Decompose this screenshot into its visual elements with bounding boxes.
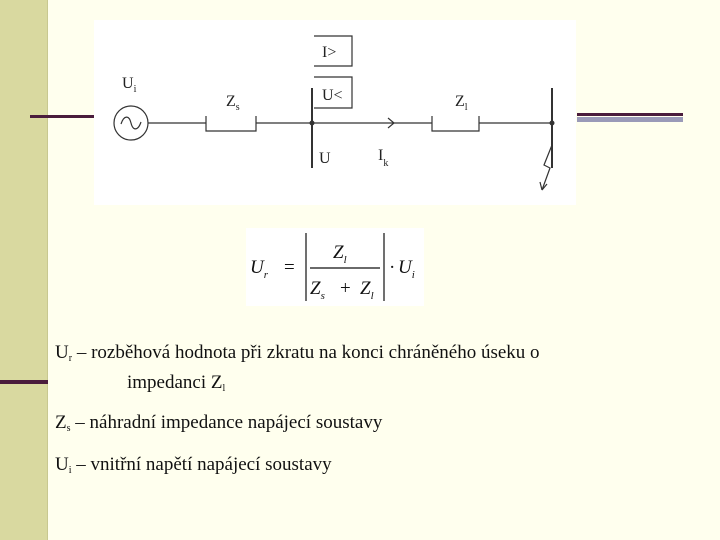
decorative-rule-left (30, 115, 94, 118)
decorative-side-bar (0, 0, 47, 540)
formula-multiply: · (389, 257, 396, 278)
formula-denominator-a: $Z_s$ (310, 278, 325, 302)
zl-impedance-symbol (432, 116, 479, 131)
formula-lhs: $U_r$ (250, 257, 269, 281)
legend-continuation: impedanci $Z_l$ (127, 372, 226, 394)
decorative-rule-right (577, 113, 683, 122)
legend-text: – rozběhová hodnota při zkratu na konci chráněného úseku o (72, 342, 540, 363)
formula-svg (246, 228, 424, 306)
ac-wave-icon (121, 117, 141, 129)
side-bar-edge (47, 0, 48, 540)
formula-plus: + (340, 278, 351, 299)
decorative-rule-left-bottom (0, 380, 48, 384)
formula-rhs: $U_i$ (398, 257, 415, 281)
legend-item-ui: $U_i$ – vnitřní napětí napájecí soustavy (55, 454, 332, 476)
legend-text: – vnitřní napětí napájecí soustavy (71, 454, 332, 475)
legend-text: – náhradní impedance napájecí soustavy (70, 412, 383, 433)
circuit-diagram (94, 20, 576, 205)
zs-impedance-symbol (206, 116, 256, 131)
formula-numerator: $Z_l$ (333, 242, 347, 266)
relay-overcurrent-label: I> (322, 44, 337, 61)
legend-item-zs: $Z_s$ – náhradní impedance napájecí soustavy (55, 412, 383, 434)
circuit-svg (94, 20, 576, 205)
zs-label: $Z_s$ (226, 93, 240, 113)
current-label: $I_k$ (378, 147, 389, 169)
formula-equals: = (284, 257, 295, 278)
formula-denominator-b: $Z_l$ (360, 278, 374, 302)
legend-symbol: U (55, 454, 69, 475)
source-label: $U_i$ (122, 75, 137, 95)
legend-symbol: Z (55, 412, 67, 433)
legend-item-ur: $U_r$ – rozběhová hodnota při zkratu na konci chráněného úseku o impedanci $Z_l$ (55, 341, 540, 401)
fault-lightning-icon (542, 145, 552, 190)
relay-undervoltage-label: U< (322, 87, 343, 104)
node-dot-2 (550, 121, 555, 126)
node-dot-1 (310, 121, 315, 126)
formula (246, 228, 424, 306)
voltage-label: U (319, 150, 331, 167)
legend-symbol: U (55, 342, 69, 363)
zl-label: $Z_l$ (455, 93, 468, 113)
